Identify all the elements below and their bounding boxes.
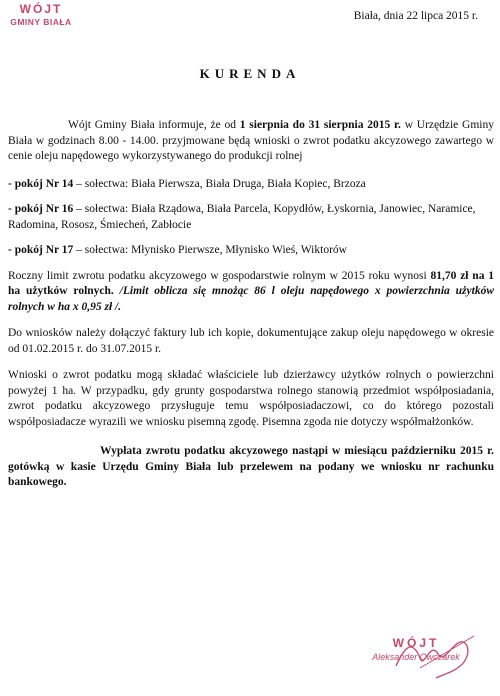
intro-text-1: Wójt Gminy Biała informuje, że od bbox=[68, 119, 240, 131]
room-label: - pokój Nr 16 bbox=[8, 203, 74, 215]
limit-text: Roczny limit zwrotu podatku akcyzowego w gospodarstwie rolnym w 2015 roku wynosi bbox=[8, 269, 431, 282]
room-label: - pokój Nr 14 bbox=[8, 177, 74, 190]
stamp-subtitle: GMINY BIAŁA bbox=[10, 17, 72, 27]
handwritten-signature bbox=[390, 628, 480, 688]
room-14-item bbox=[8, 177, 494, 193]
document-body bbox=[8, 118, 494, 491]
room-villages: – sołectwa: Biała Rządowa, Biała Parcela, Kopydłów, Łyskornia, Janowiec, Naramice, Radomina, Rososz, Śmiecheń, Zabłocie bbox=[8, 203, 476, 231]
document-date: Biała, dnia 22 lipca 2015 r. bbox=[353, 10, 478, 22]
room-villages: – sołectwa: Młynisko Pierwsze, Młynisko Wieś, Wiktorów bbox=[73, 244, 347, 256]
limit-formula: /Limit oblicza się mnożąc 86 l oleju napędowego x powierzchnia użytków rolnych w ha x 0,95 zł /. bbox=[8, 285, 494, 313]
payout-paragraph: Wypłata zwrotu podatku akcyzowego nastąpi w miesiącu październiku 2015 r. gotówką w kasie Urzędu Gminy Biała lub przelewem na podany we wniosku nr rachunku bankowego. bbox=[8, 445, 494, 488]
room-17-item bbox=[8, 243, 494, 259]
office-stamp bbox=[8, 2, 74, 28]
room-16-item bbox=[8, 202, 494, 233]
stamp-name: Aleksander Owczarek bbox=[372, 651, 460, 662]
document-title: KURENDA bbox=[199, 66, 301, 81]
intro-text-2: w Urzędzie Gminy Biała w godzinach 8.00 - 14.00. przyjmowane będą wnioski o zwrot podatku akcyzowego zawartego w cenie oleju napędowego wykorzystywanego do produkcji rolnej bbox=[8, 119, 494, 162]
room-label: - pokój Nr 17 bbox=[8, 244, 74, 256]
intro-dates: 1 sierpnia do 31 sierpnia 2015 r. bbox=[239, 119, 401, 131]
owners-paragraph: Wnioski o zwrot podatku mogą składać właściciele lub dzierżawcy użytków rolnych o powierzchni powyżej 1 ha. W przypadku, gdy grunty gospodarstwa rolnego stanowią przedmiot współposiadania, zwrot podatku akcyzowego przysługuje temu współposiadaczowi, co do którego pozostali współposiadacze wyrazili we wniosku pisemną zgodę. Pisemna zgoda nie dotyczy współmałżonków. bbox=[8, 369, 494, 428]
room-villages: – sołectwa: Biała Pierwsza, Biała Druga, Biała Kopiec, Brzoza bbox=[73, 177, 366, 190]
limit-amount: 81,70 zł na 1 ha użytków rolnych. bbox=[8, 269, 494, 297]
intro-paragraph bbox=[8, 118, 494, 165]
documents-paragraph: Do wniosków należy dołączyć faktury lub ich kopie, dokumentujące zakup oleju napędowego w okresie od 01.02.2015 r. do 31.07.2015 r. bbox=[8, 327, 494, 355]
stamp-title: WÓJT bbox=[392, 636, 440, 650]
limit-paragraph bbox=[8, 269, 494, 316]
stamp-title: WÓJT bbox=[19, 2, 63, 16]
